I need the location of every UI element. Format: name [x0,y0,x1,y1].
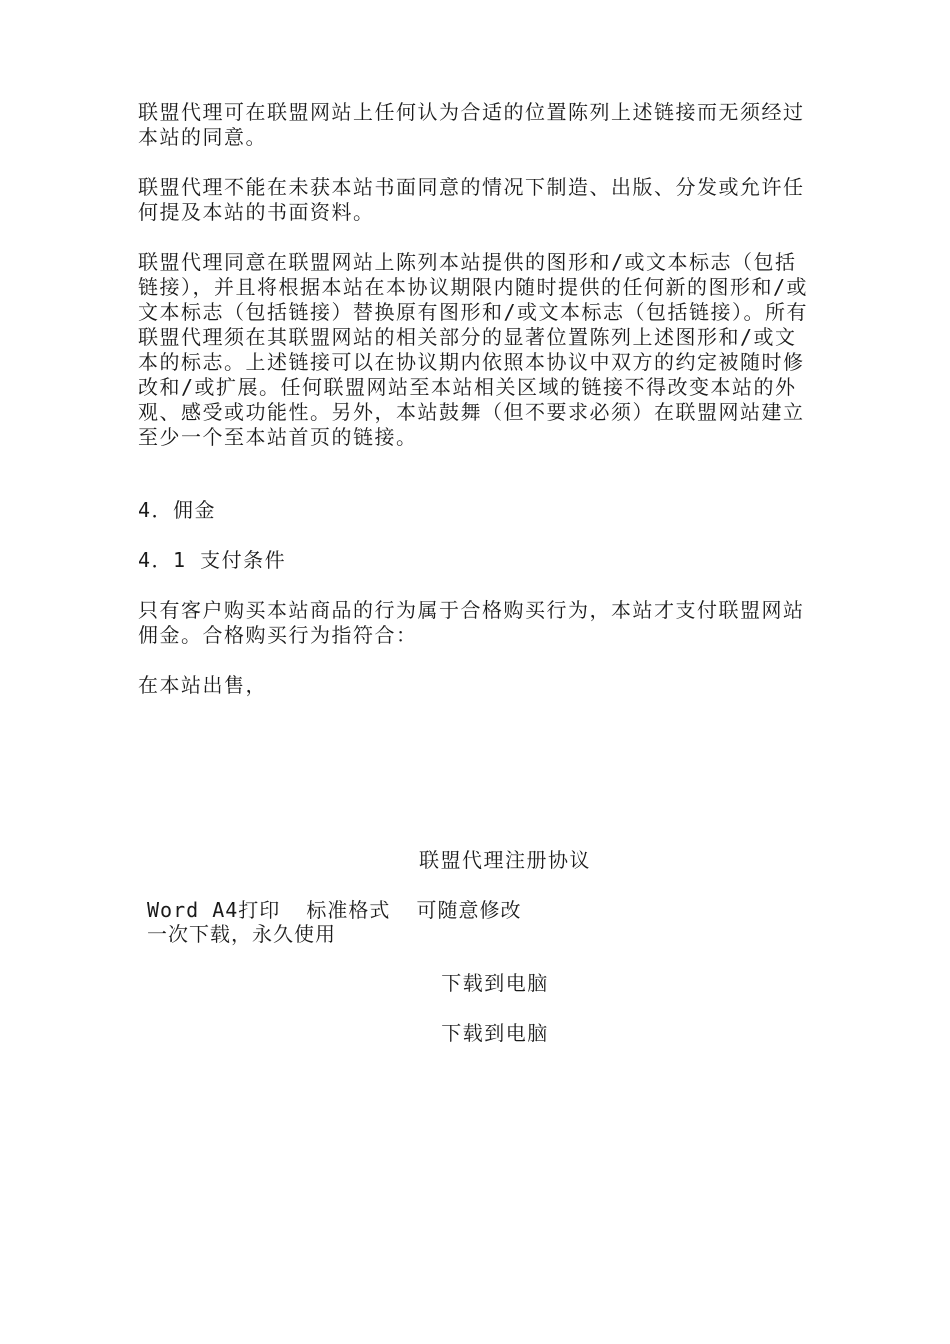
paragraph-written-materials: 联盟代理不能在未获本站书面同意的情况下制造、出版、分发或允许任何提及本站的书面资料。 [138,175,805,224]
promo-usage-note: 一次下载，永久使用 [147,922,336,946]
promo-features: Word A4打印 标准格式 可随意修改 [147,898,522,922]
subsection-heading-payment-terms: 4．1 支付条件 [138,548,287,572]
paragraph-qualified-purchase: 只有客户购买本站商品的行为属于合格购买行为，本站才支付联盟网站佣金。合格购买行为指符合： [138,598,805,647]
paragraph-sold-on-site: 在本站出售， [138,673,267,697]
paragraph-link-placement: 联盟代理可在联盟网站上任何认为合适的位置陈列上述链接而无须经过本站的同意。 [138,100,805,149]
promo-title: 联盟代理注册协议 [419,848,591,872]
paragraph-logo-display: 联盟代理同意在联盟网站上陈列本站提供的图形和/或文本标志（包括链接），并且将根据本站在本协议期限内随时提供的任何新的图形和/或文本标志（包括链接）替换原有图形和/或文本标志（包括链接）。所有联盟代理须在其联盟网站的相关部分的显著位置陈列上述图形和/或文本的标志。上述链接可以在协议期内依照本协议中双方的约定被随时修改和/或扩展。任何联盟网站至本站相关区域的链接不得改变本站的外观、感受或功能性。另外，本站鼓舞（但不要求必须）在联盟网站建立至少一个至本站首页的链接。 [138,250,809,449]
section-heading-commission: 4．佣金 [138,498,217,522]
download-to-computer-link[interactable]: 下载到电脑 [441,971,549,995]
download-to-computer-link-secondary[interactable]: 下载到电脑 [441,1021,549,1045]
